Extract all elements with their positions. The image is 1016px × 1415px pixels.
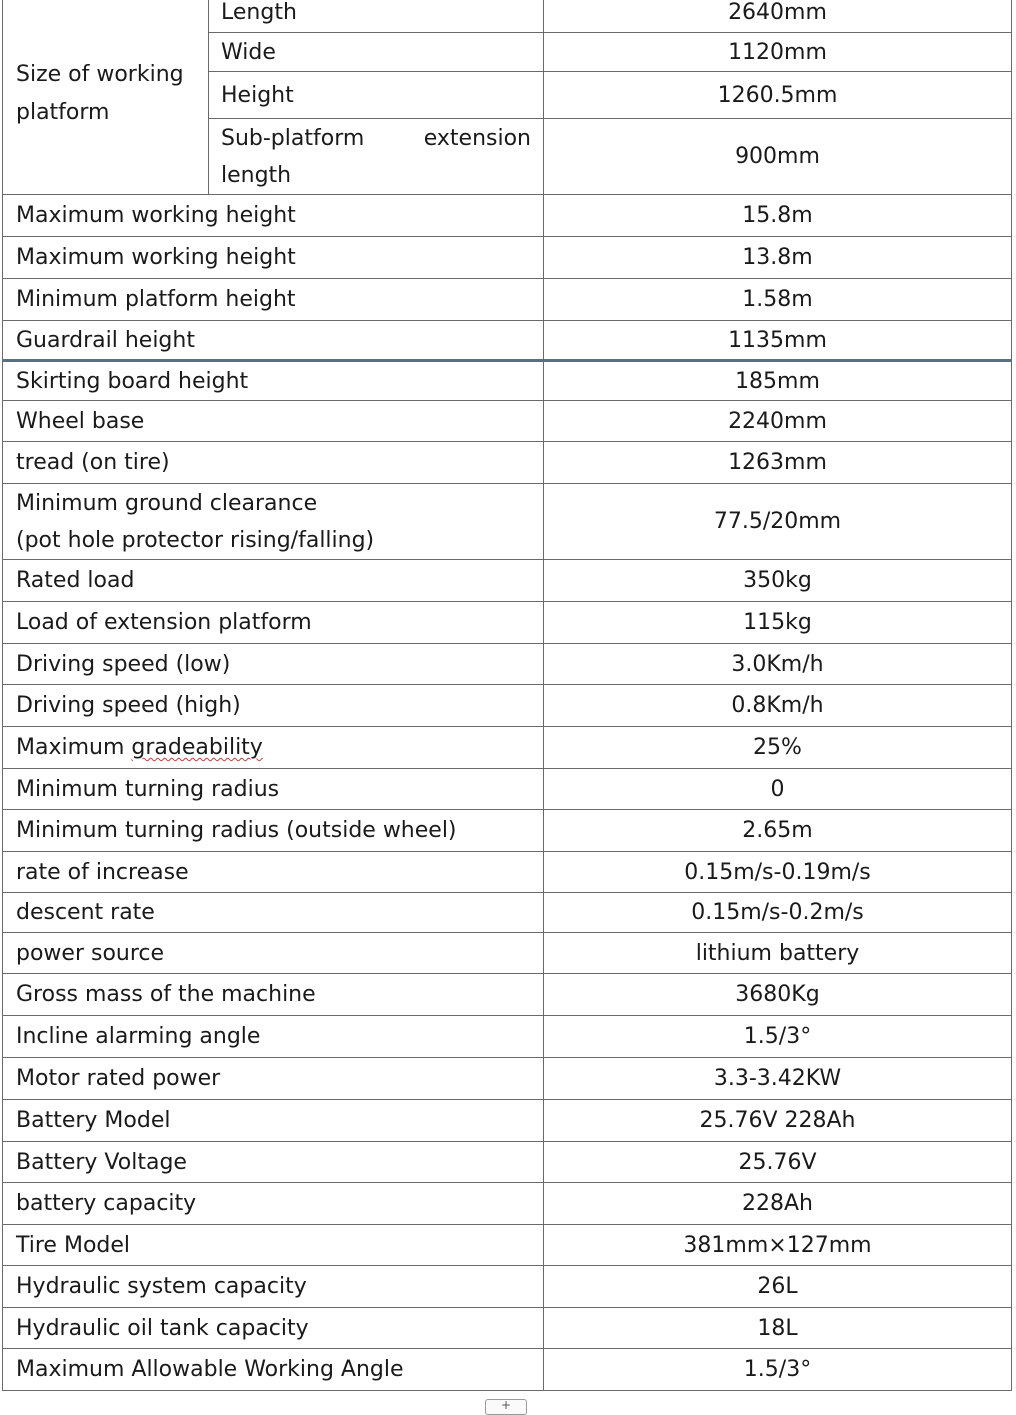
table-row <box>3 974 1012 1016</box>
table-row <box>3 279 1012 321</box>
table-row <box>3 1142 1012 1183</box>
row-value: lithium battery <box>544 933 1012 974</box>
table-row <box>3 769 1012 810</box>
row-value: 0.8Km/h <box>544 685 1012 727</box>
row-value: 25% <box>544 727 1012 769</box>
row-label: power source <box>3 933 544 974</box>
table-row <box>3 1225 1012 1266</box>
table-row <box>3 1349 1012 1391</box>
table-row <box>3 810 1012 852</box>
table-row <box>3 727 1012 769</box>
table-row <box>3 644 1012 685</box>
row-value: 0.15m/s-0.19m/s <box>544 852 1012 893</box>
table-row <box>3 1058 1012 1100</box>
table-row <box>3 361 1012 401</box>
row-label: Maximum working height <box>3 195 544 237</box>
row-value: 2640mm <box>544 0 1012 33</box>
row-label: Maximum Allowable Working Angle <box>3 1349 544 1391</box>
table-row <box>3 321 1012 361</box>
row-value: 3.3-3.42KW <box>544 1058 1012 1100</box>
table-row <box>3 685 1012 727</box>
row-label: Battery Voltage <box>3 1142 544 1183</box>
row-label: Wheel base <box>3 401 544 442</box>
row-value: 15.8m <box>544 195 1012 237</box>
row-value: 0 <box>544 769 1012 810</box>
row-label: tread (on tire) <box>3 442 544 484</box>
table-row <box>3 1016 1012 1058</box>
row-label: Skirting board height <box>3 361 544 401</box>
row-label: Load of extension platform <box>3 602 544 644</box>
row-label: Gross mass of the machine <box>3 974 544 1016</box>
table-row <box>3 442 1012 484</box>
row-value: 2.65m <box>544 810 1012 852</box>
plus-icon: + <box>500 1398 512 1412</box>
row-value: 350kg <box>544 560 1012 602</box>
table-row <box>3 1266 1012 1308</box>
table-row <box>3 237 1012 279</box>
row-label: Guardrail height <box>3 321 544 361</box>
row-label: descent rate <box>3 893 544 933</box>
row-value: 1135mm <box>544 321 1012 361</box>
row-value: 77.5/20mm <box>544 484 1012 560</box>
row-label <box>3 727 544 769</box>
row-label: Minimum turning radius (outside wheel) <box>3 810 544 852</box>
row-value: 25.76V <box>544 1142 1012 1183</box>
table-row <box>3 0 1012 33</box>
row-value: 1.58m <box>544 279 1012 321</box>
table-row <box>3 933 1012 974</box>
table-row <box>3 484 1012 560</box>
spellcheck-underlined-word: gradeability <box>131 735 263 760</box>
row-label: Length <box>209 0 544 33</box>
row-label: Maximum working height <box>3 237 544 279</box>
row-label: Height <box>209 72 544 119</box>
label-part: Sub-platform <box>221 125 365 151</box>
row-label: rate of increase <box>3 852 544 893</box>
table-row <box>3 195 1012 237</box>
row-value: 185mm <box>544 361 1012 401</box>
row-label: Rated load <box>3 560 544 602</box>
row-value: 1.5/3° <box>544 1349 1012 1391</box>
row-value: 381mm×127mm <box>544 1225 1012 1266</box>
table-row <box>3 602 1012 644</box>
row-value: 1.5/3° <box>544 1016 1012 1058</box>
table-row <box>3 852 1012 893</box>
row-label: Hydraulic system capacity <box>3 1266 544 1308</box>
row-label <box>3 484 544 560</box>
label-part: Maximum <box>16 735 132 760</box>
row-value: 900mm <box>544 119 1012 195</box>
table-move-handle[interactable] <box>485 1399 527 1415</box>
row-value: 13.8m <box>544 237 1012 279</box>
table-row <box>3 560 1012 602</box>
row-label: Driving speed (low) <box>3 644 544 685</box>
row-label: Battery Model <box>3 1100 544 1142</box>
row-label: battery capacity <box>3 1183 544 1225</box>
table-row <box>3 401 1012 442</box>
row-value: 1120mm <box>544 33 1012 72</box>
row-label: Wide <box>209 33 544 72</box>
row-label: Minimum platform height <box>3 279 544 321</box>
row-label-sub-platform <box>209 119 544 195</box>
row-value: 0.15m/s-0.2m/s <box>544 893 1012 933</box>
row-label: Minimum turning radius <box>3 769 544 810</box>
row-label: Driving speed (high) <box>3 685 544 727</box>
row-value: 25.76V 228Ah <box>544 1100 1012 1142</box>
row-label: Motor rated power <box>3 1058 544 1100</box>
row-label: Incline alarming angle <box>3 1016 544 1058</box>
row-value: 26L <box>544 1266 1012 1308</box>
row-value: 2240mm <box>544 401 1012 442</box>
row-value: 115kg <box>544 602 1012 644</box>
label-line: (pot hole protector rising/falling) <box>16 527 375 553</box>
row-value: 18L <box>544 1308 1012 1349</box>
row-value: 228Ah <box>544 1183 1012 1225</box>
row-label: Hydraulic oil tank capacity <box>3 1308 544 1349</box>
label-part: length <box>221 162 292 188</box>
row-value: 3.0Km/h <box>544 644 1012 685</box>
table-row <box>3 893 1012 933</box>
table-row <box>3 1308 1012 1349</box>
table-row <box>3 1100 1012 1142</box>
table-row <box>3 1183 1012 1225</box>
spec-table <box>2 0 1012 1391</box>
group-label-working-platform: Size of working platform <box>3 0 209 195</box>
label-part: extension <box>423 125 531 151</box>
row-value: 1260.5mm <box>544 72 1012 119</box>
row-value: 1263mm <box>544 442 1012 484</box>
row-label: Tire Model <box>3 1225 544 1266</box>
row-value: 3680Kg <box>544 974 1012 1016</box>
label-line: Minimum ground clearance <box>16 490 318 516</box>
